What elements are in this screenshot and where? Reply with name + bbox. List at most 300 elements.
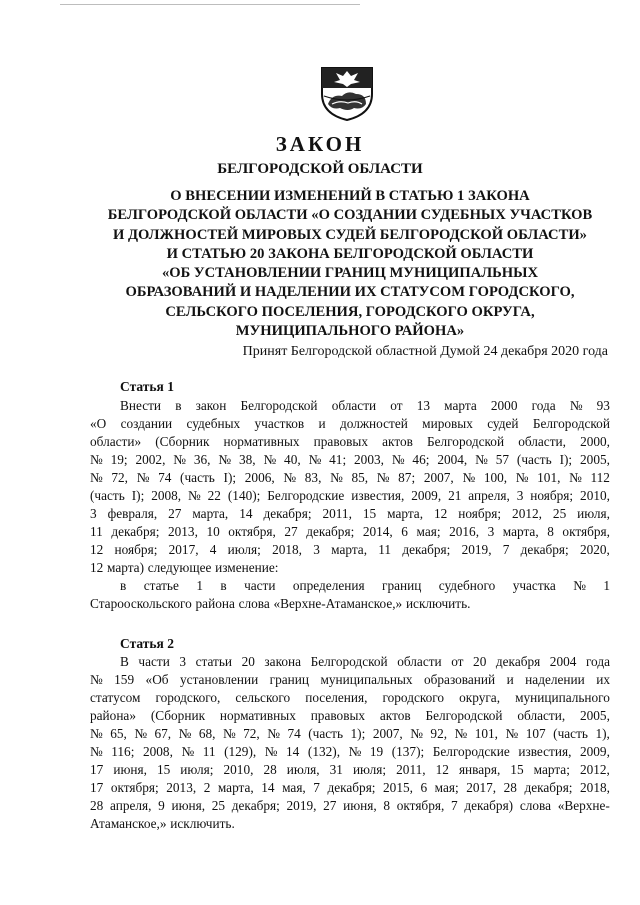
word: 25 (211, 798, 226, 813)
text-line (90, 779, 610, 797)
word: Белгородской (427, 434, 505, 449)
word: 15 (510, 762, 524, 777)
word: 8 (383, 798, 391, 813)
word: 2008, (142, 744, 173, 759)
text-line (90, 577, 610, 595)
word: Белгородской (310, 654, 388, 669)
word: статье (143, 578, 179, 593)
word: ноября; (458, 506, 502, 521)
word: 2003, (354, 452, 384, 467)
subtitle-line: И СТАТЬЮ 20 ЗАКОНА БЕЛГОРОДСКОЙ ОБЛАСТИ (166, 245, 534, 262)
word: 65, (110, 726, 127, 741)
word: № (569, 398, 583, 413)
word: мая; (416, 524, 441, 539)
word: (часть (553, 726, 588, 741)
word: Старооскольского (90, 596, 192, 611)
word: 2012, (579, 762, 610, 777)
word: 93 (596, 398, 610, 413)
word: 11 (90, 524, 103, 539)
word: 2010, (580, 488, 610, 503)
text-line (90, 797, 610, 815)
word: 38, (238, 452, 256, 467)
word: № (283, 470, 297, 485)
word: изменение: (215, 560, 279, 575)
word: в (120, 578, 127, 593)
word: № (178, 726, 192, 741)
word: 116; (111, 744, 135, 759)
word: 2015, (383, 780, 413, 795)
word: «О (90, 416, 107, 431)
word: № (90, 744, 103, 759)
article-2-heading: Статья 2 (120, 636, 174, 651)
word: марта, (192, 506, 229, 521)
word: № (222, 726, 236, 741)
text-line (90, 707, 610, 725)
word: границ (382, 578, 422, 593)
word: 12 (433, 506, 448, 521)
word: в (220, 578, 227, 593)
word: в (175, 398, 182, 413)
word: Белгородской (425, 708, 503, 723)
word: установлении (180, 672, 259, 687)
word: марта) (107, 560, 145, 575)
word: 36, (193, 452, 211, 467)
word: ноября; (530, 488, 574, 503)
word: декабря) (464, 798, 514, 813)
word: марта, (502, 524, 539, 539)
word: 17 (90, 762, 104, 777)
word: Внести (120, 398, 162, 413)
word: декабря; (524, 780, 573, 795)
word: района» (90, 708, 136, 723)
word: 101, (474, 726, 499, 741)
text-line (90, 743, 610, 761)
word: области, (517, 708, 566, 723)
word: актов (382, 434, 413, 449)
text-line (90, 815, 610, 833)
word: 10 (206, 524, 220, 539)
word: 2016, (449, 524, 480, 539)
word: определения (292, 578, 365, 593)
word: 11 (202, 744, 216, 759)
word: части (244, 578, 276, 593)
text-line (90, 415, 610, 433)
word: 14 (286, 744, 300, 759)
word: 2000, (580, 434, 610, 449)
word: апреля, (468, 488, 510, 503)
word: № (391, 452, 405, 467)
word: 1 (196, 578, 203, 593)
word: муниципальных (320, 672, 413, 687)
text-line (90, 523, 610, 541)
word: № (90, 672, 103, 687)
word: декабря; (111, 524, 160, 539)
word: 2017, (168, 542, 199, 557)
word: 27 (323, 798, 337, 813)
scan-artifact-line (60, 4, 360, 5)
word: № (573, 578, 586, 593)
text-line (90, 397, 610, 415)
word: 46; (412, 452, 430, 467)
word: и (318, 416, 326, 431)
word: 13 (416, 398, 431, 413)
word: 27 (284, 524, 298, 539)
word: Белгородской (532, 416, 610, 431)
subtitle-line: МУНИЦИПАЛЬНОГО РАЙОНА» (235, 323, 465, 340)
word: 85, (351, 470, 369, 485)
word: 14 (239, 506, 253, 521)
word: октября, (562, 524, 610, 539)
word: сельского (235, 690, 291, 705)
word: № (264, 744, 278, 759)
word: 2008, (151, 488, 182, 503)
word: 2004, (437, 452, 468, 467)
word: и (506, 672, 514, 687)
word: декабря; (520, 542, 569, 557)
word: известия, (518, 744, 572, 759)
word: № (136, 470, 150, 485)
word: 20 (473, 654, 487, 669)
word: декабря; (306, 524, 355, 539)
word: ноября; (114, 542, 158, 557)
word: муниципального (515, 690, 610, 705)
word: № (263, 452, 277, 467)
word: области (331, 398, 377, 413)
word: июня, (171, 798, 206, 813)
word: «Верхне-Атаманское,» (273, 596, 403, 611)
word: «Верхне- (557, 798, 610, 813)
word: исключить. (405, 596, 471, 611)
word: от (451, 654, 464, 669)
word: 101, (537, 470, 561, 485)
word: № (515, 470, 529, 485)
word: июля; (352, 762, 387, 777)
word: следующее (147, 560, 212, 575)
word: (137); (391, 744, 425, 759)
word: мая; (434, 780, 459, 795)
word: слова (519, 798, 552, 813)
word: округа, (459, 690, 501, 705)
word: 11 (378, 542, 392, 557)
word: городского (382, 690, 445, 705)
word: 3 (516, 488, 524, 503)
word: судебного (438, 578, 496, 593)
word: февраля, (107, 506, 158, 521)
word: закона (264, 654, 302, 669)
word: 87; (398, 470, 416, 485)
word: № (90, 452, 103, 467)
word: 6 (420, 780, 428, 795)
word: декабря; (263, 506, 312, 521)
word: 2012, (512, 506, 542, 521)
word: (Сборник (155, 434, 210, 449)
word: № (188, 488, 201, 503)
word: № (218, 452, 232, 467)
text-line (90, 595, 610, 613)
word: закон (195, 398, 227, 413)
word: 92, (430, 726, 448, 741)
word: 107 (525, 726, 546, 741)
text-line (90, 541, 610, 559)
word: 2018, (272, 542, 302, 557)
word: района (195, 596, 235, 611)
word: № (348, 744, 362, 759)
word: правовых (310, 708, 366, 723)
word: 41; (329, 452, 347, 467)
subtitle-line: О ВНЕСЕНИИ ИЗМЕНЕНИЙ В СТАТЬЮ 1 ЗАКОНА (170, 188, 530, 204)
word: от (390, 398, 403, 413)
word: 6 (401, 524, 408, 539)
word: № (173, 452, 186, 467)
word: 72, (243, 726, 260, 741)
word: 3 (487, 524, 495, 539)
word: 12 (90, 542, 104, 557)
word: (132), (307, 744, 341, 759)
word: судебных (186, 416, 241, 431)
word: декабря; (231, 798, 280, 813)
word: известия, (351, 488, 405, 503)
word: № (134, 726, 147, 741)
word: (часть (516, 452, 552, 467)
word: марта, (217, 780, 254, 795)
article-1-heading: Статья 1 (120, 379, 174, 394)
word: года (585, 654, 610, 669)
word: нормативных (219, 708, 296, 723)
subtitle-line: ОБРАЗОВАНИЙ И НАДЕЛЕНИИ ИХ СТАТУСОМ ГОРОДСКОГО, (125, 284, 575, 301)
text-line (90, 761, 610, 779)
text-line (90, 671, 610, 689)
word: 17 (90, 780, 104, 795)
word: 12 (435, 762, 449, 777)
word: участков (254, 416, 305, 431)
word: границ (269, 672, 310, 687)
word: 40, (284, 452, 301, 467)
word: Белгородские (267, 488, 345, 503)
word: июля, (577, 506, 610, 521)
word: декабря; (402, 542, 451, 557)
word: года (531, 398, 556, 413)
subtitle-line: И ДОЛЖНОСТЕЙ МИРОВЫХ СУДЕЙ БЕЛГОРОДСКОЙ ОБЛАСТИ» (113, 226, 587, 243)
word: № (330, 470, 343, 485)
word: октября, (228, 524, 276, 539)
word: 31 (329, 762, 343, 777)
word: 20 (241, 654, 255, 669)
word: (часть (308, 726, 344, 741)
word: № (267, 726, 280, 741)
text-line (90, 689, 610, 707)
word: нормативных (223, 434, 300, 449)
word: 74 (287, 726, 301, 741)
article-1-body (90, 397, 610, 613)
word: января, (458, 762, 501, 777)
text-line (90, 469, 610, 487)
word: I); (223, 470, 237, 485)
word: мая, (282, 780, 306, 795)
word: области, (518, 434, 566, 449)
word: 2007, (372, 726, 403, 741)
word: 2000 (490, 398, 518, 413)
text-line (90, 559, 610, 577)
word: исключить. (170, 816, 235, 831)
word: 74 (158, 470, 172, 485)
word: актов (379, 708, 411, 723)
word: № (454, 726, 468, 741)
word: 72, (111, 470, 128, 485)
subtitle-line: БЕЛГОРОДСКОЙ ОБЛАСТИ «О СОЗДАНИИ СУДЕБНЫХ УЧАСТКОВ (107, 207, 593, 224)
text-line (90, 451, 610, 469)
text-line (90, 653, 610, 671)
word: их (596, 672, 610, 687)
word: статусом (90, 690, 141, 705)
word: 14 (261, 780, 275, 795)
word: № (462, 470, 476, 485)
word: 15 (156, 762, 171, 777)
word: 9 (158, 798, 165, 813)
word: 2010, (223, 762, 254, 777)
word: июля; (227, 542, 261, 557)
region-title: БЕЛГОРОДСКОЙ ОБЛАСТИ (217, 161, 423, 177)
coat-of-arms-icon (318, 60, 376, 122)
text-line (90, 505, 610, 523)
word: 2004 (549, 654, 577, 669)
word: 2011, (322, 506, 352, 521)
word: октября; (110, 780, 159, 795)
document-type-title: ЗАКОН (275, 132, 365, 156)
word: 3 (313, 542, 320, 557)
word: 2009, (579, 744, 610, 759)
word: 2005, (579, 708, 610, 723)
word: июня, (113, 762, 147, 777)
word: (140); (227, 488, 261, 503)
word: марта (444, 398, 477, 413)
word: 2005, (580, 452, 610, 467)
word: 15 (362, 506, 377, 521)
word: Белгородские (432, 744, 510, 759)
law-subtitle (60, 187, 640, 341)
word: 19; (110, 452, 128, 467)
word: 19 (369, 744, 384, 759)
word: 7 (313, 780, 320, 795)
word: (129), (224, 744, 257, 759)
word: 1), (595, 726, 610, 741)
word: 28 (263, 762, 277, 777)
word: № (505, 726, 519, 741)
word: 1 (603, 578, 610, 593)
word: (часть (180, 470, 215, 485)
word: статьи (195, 654, 233, 669)
word: 67, (154, 726, 172, 741)
word: городского, (155, 690, 221, 705)
word: правовых (313, 434, 369, 449)
word: «Об (145, 672, 169, 687)
word: области» (90, 434, 142, 449)
word: 2 (203, 780, 211, 795)
word: слова (238, 596, 270, 611)
word: 7 (450, 798, 458, 813)
article-2-body (90, 653, 610, 833)
word: № (90, 470, 103, 485)
text-line (90, 433, 610, 451)
word: 68, (198, 726, 216, 741)
adoption-note: Принят Белгородской областной Думой 24 декабря 2020 года (242, 344, 608, 359)
word: судей (487, 416, 519, 431)
word: № (181, 744, 195, 759)
word: 1); (350, 726, 366, 741)
word: (часть (90, 488, 125, 503)
word: участка (512, 578, 556, 593)
word: декабря; (327, 780, 376, 795)
word: 2007, (423, 470, 454, 485)
word: 28 (503, 780, 517, 795)
word: Атаманское,» (90, 816, 167, 831)
word: I); (131, 488, 145, 503)
word: 83, (304, 470, 322, 485)
word: 3 (179, 654, 187, 669)
word: создании (120, 416, 173, 431)
word: должностей (339, 416, 408, 431)
word: № (308, 452, 322, 467)
text-line (90, 725, 610, 743)
word: 2017, (466, 780, 497, 795)
word: 25 (552, 506, 567, 521)
word: декабря (495, 654, 541, 669)
word: 21 (448, 488, 462, 503)
word: 2002, (135, 452, 166, 467)
subtitle-line: СЕЛЬСКОГО ПОСЕЛЕНИЯ, ГОРОДСКОГО ОКРУГА, (165, 303, 535, 320)
word: 2014, (362, 524, 393, 539)
word: 112 (590, 470, 610, 485)
word: 4 (209, 542, 217, 557)
word: 22 (207, 488, 221, 503)
word: 100, (483, 470, 508, 485)
word: 2020, (579, 542, 610, 557)
word: 2011, (396, 762, 426, 777)
word: образований (424, 672, 496, 687)
word: Белгородской (240, 398, 318, 413)
word: 57 (495, 452, 509, 467)
word: октября, (396, 798, 445, 813)
word: № (569, 470, 582, 485)
word: области (397, 654, 442, 669)
word: 2006, (244, 470, 275, 485)
subtitle-line: «ОБ УСТАНОВЛЕНИИ ГРАНИЦ МУНИЦИПАЛЬНЫХ (161, 265, 539, 282)
word: (Сборник (150, 708, 206, 723)
word: № (475, 452, 488, 467)
word: 28 (90, 798, 104, 813)
word: 27 (168, 506, 182, 521)
word: 2009, (411, 488, 442, 503)
text-line (90, 487, 610, 505)
word: № (90, 726, 103, 741)
word: марта, (331, 542, 368, 557)
word: I); (559, 452, 573, 467)
word: 2013, (166, 780, 197, 795)
word: 2018, (580, 780, 610, 795)
word: 2019, (461, 542, 492, 557)
word: наделении (525, 672, 585, 687)
word: поселения, (305, 690, 368, 705)
word: июля, (286, 762, 320, 777)
word: 12 (90, 560, 104, 575)
word: части (138, 654, 170, 669)
word: апреля, (109, 798, 152, 813)
word: № (376, 470, 390, 485)
word: 159 (114, 672, 135, 687)
word: марта; (533, 762, 570, 777)
word: 7 (502, 542, 510, 557)
word: июля; (180, 762, 214, 777)
word: № (410, 726, 423, 741)
